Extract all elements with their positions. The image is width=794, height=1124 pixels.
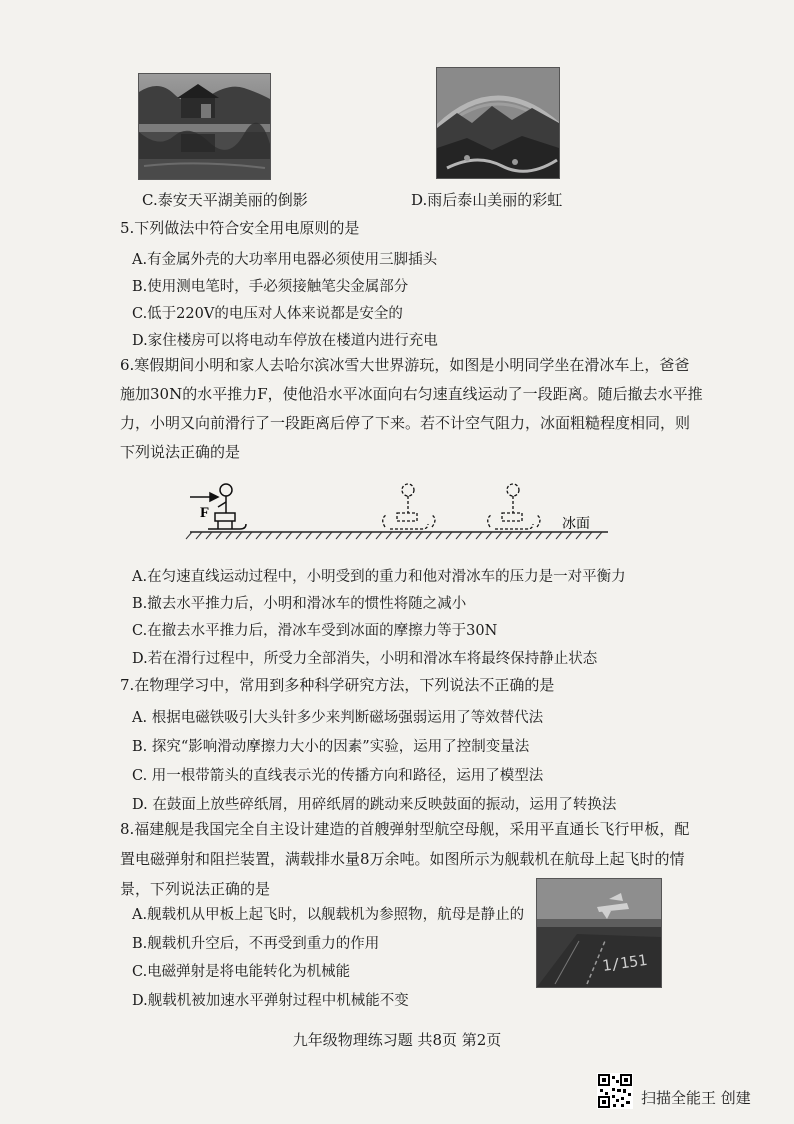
option-c-caption: C.泰安天平湖美丽的倒影 xyxy=(142,191,308,209)
lake-reflection-image xyxy=(139,74,270,179)
question-6-option-b: B.撤去水平推力后，小明和滑冰车的惯性将随之减小 xyxy=(132,596,467,612)
question-6-option-d: D.若在滑行过程中，所受力全部消失，小明和滑冰车将最终保持静止状态 xyxy=(132,651,598,667)
carrier-takeoff-photo xyxy=(536,878,662,988)
question-8-stem-line-3: 景，下列说法正确的是 xyxy=(120,880,271,898)
question-6-stem-line-3: 力，小明又向前滑行了一段距离后停了下来。若不计空气阻力，冰面粗糙程度相同，则 xyxy=(120,414,691,432)
force-label: F xyxy=(200,505,210,521)
question-8-stem-line-1: 8.福建舰是我国完全自主设计建造的首艘弹射型航空母舰，采用平直通长飞行甲板，配 xyxy=(120,820,690,838)
question-8-option-c: C.电磁弹射是将电能转化为机械能 xyxy=(132,964,351,980)
question-7-option-c: C. 用一根带箭头的直线表示光的传播方向和路径，运用了模型法 xyxy=(132,768,544,784)
question-6-stem-line-4: 下列说法正确的是 xyxy=(120,443,241,461)
question-5-option-c: C.低于220V的电压对人体来说都是安全的 xyxy=(132,306,403,322)
question-8-stem-line-2: 置电磁弹射和阻拦装置，满载排水量8万余吨。如图所示为舰载机在航母上起飞时的情 xyxy=(120,850,685,868)
question-8-option-a: A.舰载机从甲板上起飞时，以舰载机为参照物，航母是静止的 xyxy=(132,907,525,923)
question-5-stem: 5.下列做法中符合安全用电原则的是 xyxy=(120,219,360,237)
qr-code-icon xyxy=(597,1073,633,1109)
question-8-option-d: D.舰载机被加速水平弹射过程中机械能不变 xyxy=(132,993,409,1009)
question-5-option-a: A.有金属外壳的大功率用电器必须使用三脚插头 xyxy=(132,252,438,268)
question-6-option-a: A.在匀速直线运动过程中，小明受到的重力和他对滑冰车的压力是一对平衡力 xyxy=(132,569,626,585)
scanner-brand-label: 扫描全能王 创建 xyxy=(641,1089,751,1107)
deck-number-label: 1/151 xyxy=(601,950,649,975)
question-7-stem: 7.在物理学习中，常用到多种科学研究方法，下列说法不正确的是 xyxy=(120,676,555,694)
question-6-option-c: C.在撤去水平推力后，滑冰车受到冰面的摩擦力等于30N xyxy=(132,623,498,639)
ice-surface-label: 冰面 xyxy=(562,516,590,532)
question-7-option-b: B. 探究“影响滑动摩擦力大小的因素”实验，运用了控制变量法 xyxy=(132,739,530,755)
mountain-rainbow-photo xyxy=(436,67,560,179)
page-footer: 九年级物理练习题 共8页 第2页 xyxy=(292,1031,502,1049)
question-8-option-b: B.舰载机升空后，不再受到重力的作用 xyxy=(132,936,380,952)
question-5-option-d: D.家住楼房可以将电动车停放在楼道内进行充电 xyxy=(132,333,438,349)
carrier-takeoff-image xyxy=(537,879,661,987)
question-6-stem-line-2: 施加30N的水平推力F，使他沿水平冰面向右匀速直线运动了一段距离。随后撤去水平推 xyxy=(120,385,703,403)
question-5-option-b: B.使用测电笔时，手必须接触笔尖金属部分 xyxy=(132,279,409,295)
question-7-option-d: D. 在鼓面上放些碎纸屑，用碎纸屑的跳动来反映鼓面的振动，运用了转换法 xyxy=(132,797,617,813)
question-7-option-a: A. 根据电磁铁吸引大头针多少来判断磁场强弱运用了等效替代法 xyxy=(132,710,544,726)
mountain-rainbow-image xyxy=(437,68,559,178)
option-d-caption: D.雨后泰山美丽的彩虹 xyxy=(411,191,563,209)
question-6-stem-line-1: 6.寒假期间小明和家人去哈尔滨冰雪大世界游玩，如图是小明同学坐在滑冰车上，爸爸 xyxy=(120,356,690,374)
sled-motion-diagram xyxy=(180,475,620,550)
lake-reflection-photo xyxy=(138,73,271,180)
